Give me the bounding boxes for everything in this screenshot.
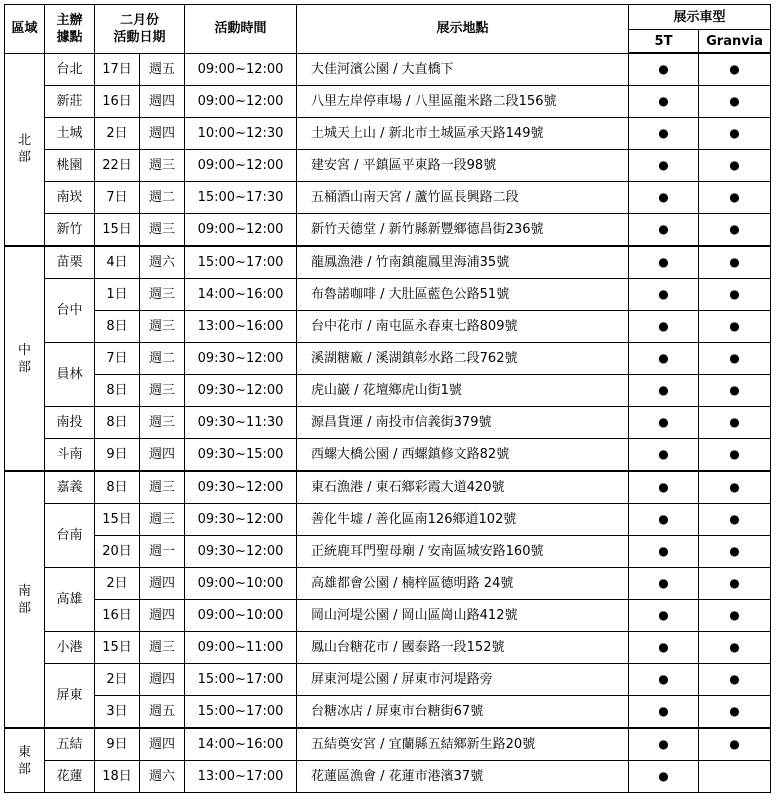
- date-day-cell: 16日: [95, 600, 140, 632]
- date-day-cell: 15日: [95, 632, 140, 664]
- model-granvia-dot: ●: [699, 568, 771, 600]
- model-5t-dot: ●: [629, 375, 699, 407]
- date-day-cell: 2日: [95, 118, 140, 150]
- model-5t-dot: ●: [629, 439, 699, 472]
- model-granvia-dot: ●: [699, 664, 771, 696]
- model-granvia-dot: ●: [699, 311, 771, 343]
- date-day-cell: 2日: [95, 664, 140, 696]
- weekday-cell: 週三: [140, 150, 185, 182]
- date-day-cell: 7日: [95, 343, 140, 375]
- date-day-cell: 18日: [95, 761, 140, 793]
- base-cell: 屏東: [45, 664, 95, 729]
- weekday-cell: 週三: [140, 214, 185, 247]
- region-cell: 北 部: [5, 53, 45, 246]
- weekday-cell: 週三: [140, 632, 185, 664]
- model-granvia-dot: ●: [699, 343, 771, 375]
- date-day-cell: 8日: [95, 311, 140, 343]
- model-5t-dot: ●: [629, 118, 699, 150]
- location-cell: 西螺大橋公園 / 西螺鎮修文路82號: [297, 439, 629, 472]
- base-cell: 桃園: [45, 150, 95, 182]
- location-cell: 正統鹿耳門聖母廟 / 安南區城安路160號: [297, 536, 629, 568]
- time-cell: 10:00~12:30: [185, 118, 297, 150]
- base-cell: 員林: [45, 343, 95, 407]
- model-granvia-dot: ●: [699, 471, 771, 504]
- weekday-cell: 週三: [140, 311, 185, 343]
- header-models: 展示車型: [629, 5, 771, 30]
- model-5t-dot: ●: [629, 696, 699, 729]
- table-row: [5, 600, 771, 632]
- model-5t-dot: ●: [629, 728, 699, 761]
- table-row: [5, 664, 771, 696]
- time-cell: 09:00~10:00: [185, 600, 297, 632]
- location-cell: 布魯諾咖啡 / 大肚區藍色公路51號: [297, 279, 629, 311]
- date-day-cell: 2日: [95, 568, 140, 600]
- model-granvia-dot: ●: [699, 728, 771, 761]
- time-cell: 14:00~16:00: [185, 728, 297, 761]
- table-row: [5, 632, 771, 664]
- base-cell: 小港: [45, 632, 95, 664]
- table-row: [5, 150, 771, 182]
- location-cell: 東石漁港 / 東石鄉彩霞大道420號: [297, 471, 629, 504]
- time-cell: 09:30~15:00: [185, 439, 297, 472]
- location-cell: 建安宮 / 平鎮區平東路一段98號: [297, 150, 629, 182]
- time-cell: 09:00~11:00: [185, 632, 297, 664]
- model-granvia-dot: ●: [699, 246, 771, 279]
- weekday-cell: 週四: [140, 439, 185, 472]
- location-cell: 八里左岸停車場 / 八里區龍米路二段156號: [297, 86, 629, 118]
- table-row: [5, 471, 771, 504]
- weekday-cell: 週一: [140, 536, 185, 568]
- weekday-cell: 週五: [140, 53, 185, 86]
- date-day-cell: 17日: [95, 53, 140, 86]
- date-day-cell: 8日: [95, 375, 140, 407]
- date-day-cell: 15日: [95, 504, 140, 536]
- time-cell: 09:30~11:30: [185, 407, 297, 439]
- base-cell: 新竹: [45, 214, 95, 247]
- weekday-cell: 週四: [140, 664, 185, 696]
- location-cell: 花蓮區漁會 / 花蓮市港濱37號: [297, 761, 629, 793]
- table-row: [5, 568, 771, 600]
- location-cell: 屏東河堤公園 / 屏東市河堤路旁: [297, 664, 629, 696]
- base-cell: 南崁: [45, 182, 95, 214]
- model-5t-dot: ●: [629, 86, 699, 118]
- weekday-cell: 週三: [140, 504, 185, 536]
- weekday-cell: 週四: [140, 568, 185, 600]
- weekday-cell: 週三: [140, 471, 185, 504]
- location-cell: 台糖冰店 / 屏東市台糖街67號: [297, 696, 629, 729]
- weekday-cell: 週二: [140, 343, 185, 375]
- model-granvia-dot: ●: [699, 53, 771, 86]
- model-5t-dot: ●: [629, 343, 699, 375]
- location-cell: 五結奠安宮 / 宜蘭縣五結鄉新生路20號: [297, 728, 629, 761]
- location-cell: 溪湖糖廠 / 溪湖鎮彰水路二段762號: [297, 343, 629, 375]
- base-cell: 新莊: [45, 86, 95, 118]
- location-cell: 龍鳳漁港 / 竹南鎮龍鳳里海浦35號: [297, 246, 629, 279]
- table-row: [5, 504, 771, 536]
- base-cell: 嘉義: [45, 471, 95, 504]
- base-cell: 高雄: [45, 568, 95, 632]
- table-row: [5, 728, 771, 761]
- model-5t-dot: ●: [629, 214, 699, 247]
- time-cell: 09:00~12:00: [185, 150, 297, 182]
- model-granvia-dot: ●: [699, 536, 771, 568]
- model-granvia-dot: [699, 761, 771, 793]
- time-cell: 15:00~17:30: [185, 182, 297, 214]
- weekday-cell: 週二: [140, 182, 185, 214]
- weekday-cell: 週四: [140, 728, 185, 761]
- time-cell: 13:00~16:00: [185, 311, 297, 343]
- table-row: [5, 761, 771, 793]
- date-day-cell: 9日: [95, 728, 140, 761]
- model-granvia-dot: ●: [699, 375, 771, 407]
- model-5t-dot: ●: [629, 536, 699, 568]
- time-cell: 09:00~10:00: [185, 568, 297, 600]
- model-5t-dot: ●: [629, 53, 699, 86]
- model-granvia-dot: ●: [699, 407, 771, 439]
- model-5t-dot: ●: [629, 568, 699, 600]
- table-row: [5, 343, 771, 375]
- location-cell: 高雄都會公園 / 楠梓區德明路 24號: [297, 568, 629, 600]
- time-cell: 09:30~12:00: [185, 343, 297, 375]
- model-5t-dot: ●: [629, 761, 699, 793]
- model-5t-dot: ●: [629, 600, 699, 632]
- time-cell: 09:30~12:00: [185, 471, 297, 504]
- location-cell: 台中花市 / 南屯區永春東七路809號: [297, 311, 629, 343]
- event-schedule-table: [4, 4, 771, 793]
- time-cell: 09:00~12:00: [185, 86, 297, 118]
- time-cell: 09:30~12:00: [185, 504, 297, 536]
- date-day-cell: 8日: [95, 471, 140, 504]
- time-cell: 13:00~17:00: [185, 761, 297, 793]
- table-header: [5, 5, 771, 54]
- date-day-cell: 20日: [95, 536, 140, 568]
- time-cell: 09:30~12:00: [185, 536, 297, 568]
- header-date: 二月份 活動日期: [95, 5, 185, 54]
- table-row: [5, 53, 771, 86]
- base-cell: 斗南: [45, 439, 95, 472]
- location-cell: 岡山河堤公園 / 岡山區崗山路412號: [297, 600, 629, 632]
- model-granvia-dot: ●: [699, 279, 771, 311]
- model-granvia-dot: ●: [699, 600, 771, 632]
- date-day-cell: 4日: [95, 246, 140, 279]
- date-day-cell: 8日: [95, 407, 140, 439]
- header-location: 展示地點: [297, 5, 629, 54]
- model-granvia-dot: ●: [699, 696, 771, 729]
- date-day-cell: 7日: [95, 182, 140, 214]
- header-region: 區域: [5, 5, 45, 54]
- base-cell: 台中: [45, 279, 95, 343]
- weekday-cell: 週四: [140, 600, 185, 632]
- model-5t-dot: ●: [629, 471, 699, 504]
- location-cell: 善化牛墟 / 善化區南126鄉道102號: [297, 504, 629, 536]
- header-model-granvia: Granvia: [699, 30, 771, 54]
- location-cell: 鳳山台糖花市 / 國泰路一段152號: [297, 632, 629, 664]
- base-cell: 花蓮: [45, 761, 95, 793]
- base-cell: 苗栗: [45, 246, 95, 279]
- date-day-cell: 15日: [95, 214, 140, 247]
- header-time: 活動時間: [185, 5, 297, 54]
- table-row: [5, 407, 771, 439]
- time-cell: 09:00~12:00: [185, 214, 297, 247]
- weekday-cell: 週三: [140, 407, 185, 439]
- time-cell: 09:00~12:00: [185, 53, 297, 86]
- table-row: [5, 311, 771, 343]
- base-cell: 南投: [45, 407, 95, 439]
- header-base: 主辦 據點: [45, 5, 95, 54]
- base-cell: 土城: [45, 118, 95, 150]
- location-cell: 土城天上山 / 新北市土城區承天路149號: [297, 118, 629, 150]
- table-row: [5, 246, 771, 279]
- model-5t-dot: ●: [629, 279, 699, 311]
- model-5t-dot: ●: [629, 311, 699, 343]
- region-cell: 東 部: [5, 728, 45, 793]
- table-row: [5, 279, 771, 311]
- date-day-cell: 16日: [95, 86, 140, 118]
- table-row: [5, 118, 771, 150]
- weekday-cell: 週六: [140, 761, 185, 793]
- model-5t-dot: ●: [629, 407, 699, 439]
- table-row: [5, 439, 771, 472]
- model-granvia-dot: ●: [699, 504, 771, 536]
- base-cell: 台北: [45, 53, 95, 86]
- time-cell: 15:00~17:00: [185, 664, 297, 696]
- model-5t-dot: ●: [629, 246, 699, 279]
- model-granvia-dot: ●: [699, 150, 771, 182]
- model-5t-dot: ●: [629, 150, 699, 182]
- model-granvia-dot: ●: [699, 86, 771, 118]
- model-granvia-dot: ●: [699, 214, 771, 247]
- weekday-cell: 週三: [140, 375, 185, 407]
- schedule-container: [4, 4, 771, 793]
- model-5t-dot: ●: [629, 182, 699, 214]
- weekday-cell: 週四: [140, 118, 185, 150]
- date-day-cell: 22日: [95, 150, 140, 182]
- date-day-cell: 9日: [95, 439, 140, 472]
- table-row: [5, 536, 771, 568]
- table-row: [5, 696, 771, 729]
- table-row: [5, 214, 771, 247]
- location-cell: 新竹天德堂 / 新竹縣新豐鄉德昌街236號: [297, 214, 629, 247]
- table-row: [5, 375, 771, 407]
- region-cell: 南 部: [5, 471, 45, 728]
- weekday-cell: 週六: [140, 246, 185, 279]
- location-cell: 五桶酒山南天宮 / 蘆竹區長興路二段: [297, 182, 629, 214]
- model-granvia-dot: ●: [699, 182, 771, 214]
- time-cell: 09:30~12:00: [185, 375, 297, 407]
- table-row: [5, 182, 771, 214]
- header-model-5t: 5T: [629, 30, 699, 54]
- table-body: [5, 53, 771, 793]
- weekday-cell: 週五: [140, 696, 185, 729]
- location-cell: 源昌貨運 / 南投市信義街379號: [297, 407, 629, 439]
- time-cell: 14:00~16:00: [185, 279, 297, 311]
- model-5t-dot: ●: [629, 664, 699, 696]
- location-cell: 大佳河濱公園 / 大直橋下: [297, 53, 629, 86]
- weekday-cell: 週三: [140, 279, 185, 311]
- model-granvia-dot: ●: [699, 632, 771, 664]
- model-granvia-dot: ●: [699, 439, 771, 472]
- weekday-cell: 週四: [140, 86, 185, 118]
- model-granvia-dot: ●: [699, 118, 771, 150]
- table-row: [5, 86, 771, 118]
- date-day-cell: 3日: [95, 696, 140, 729]
- model-5t-dot: ●: [629, 632, 699, 664]
- region-cell: 中 部: [5, 246, 45, 471]
- location-cell: 虎山巖 / 花壇鄉虎山街1號: [297, 375, 629, 407]
- time-cell: 15:00~17:00: [185, 696, 297, 729]
- model-5t-dot: ●: [629, 504, 699, 536]
- date-day-cell: 1日: [95, 279, 140, 311]
- base-cell: 台南: [45, 504, 95, 568]
- base-cell: 五結: [45, 728, 95, 761]
- time-cell: 15:00~17:00: [185, 246, 297, 279]
